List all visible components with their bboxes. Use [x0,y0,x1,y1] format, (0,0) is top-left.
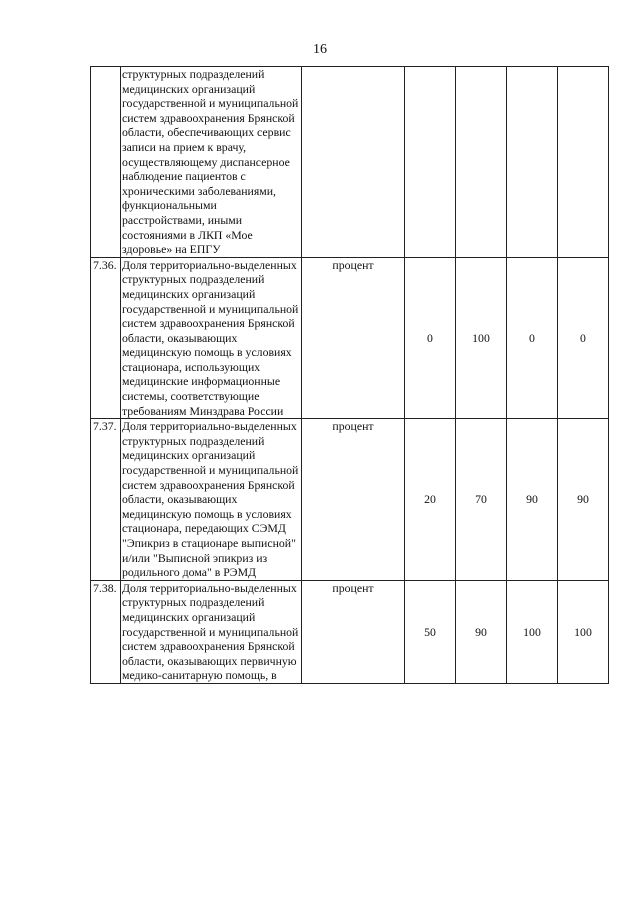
table-row [91,257,609,419]
value-cell [558,67,609,258]
indicator-name-cell: структурных подразделений медицинских организаций государственной и муниципальной систем здравоохранения Брянской области, обеспечивающих сервис записи на прием к врачу, осуществляющему диспансерное наблюдение пациентов с хроническими заболеваниями, функциональными расстройствами, иными состояниями в ЛКП «Мое здоровье» на ЕПГУ [121,67,302,258]
page-number: 16 [313,42,327,57]
value-cell [456,67,507,258]
value-cell: 50 [405,580,456,683]
value-cell: 90 [456,580,507,683]
value-cell: 0 [405,257,456,419]
value-cell [405,67,456,258]
table-row [91,580,609,683]
table-row [91,419,609,581]
unit-cell: процент [302,257,405,419]
value-cell: 0 [558,257,609,419]
value-cell: 90 [558,419,609,581]
row-number-cell [91,67,121,258]
table-row [91,67,609,258]
unit-cell [302,67,405,258]
value-cell [507,67,558,258]
indicators-table [90,66,609,684]
value-cell: 90 [507,419,558,581]
unit-cell: процент [302,580,405,683]
value-cell: 0 [507,257,558,419]
indicator-name-cell: Доля территориально-выделенных структурных подразделений медицинских организаций государственной и муниципальной систем здравоохранения Брянской области, оказывающих медицинскую помощь в условиях стационара, передающих СЭМД "Эпикриз в стационаре выписной" и/или "Выписной эпикриз из родильного дома" в РЭМД [121,419,302,581]
value-cell: 20 [405,419,456,581]
value-cell: 100 [507,580,558,683]
row-number-cell: 7.36. [91,257,121,419]
row-number-cell: 7.37. [91,419,121,581]
value-cell: 70 [456,419,507,581]
value-cell: 100 [558,580,609,683]
unit-cell: процент [302,419,405,581]
value-cell: 100 [456,257,507,419]
indicator-name-cell: Доля территориально-выделенных структурных подразделений медицинских организаций государственной и муниципальной систем здравоохранения Брянской области, оказывающих первичную медико-санитарную помощь, в [121,580,302,683]
row-number-cell: 7.38. [91,580,121,683]
indicator-name-cell: Доля территориально-выделенных структурных подразделений медицинских организаций государственной и муниципальной систем здравоохранения Брянской области, оказывающих медицинскую помощь в условиях стационара, использующих медицинские информационные системы, соответствующие требованиям Минздрава России [121,257,302,419]
